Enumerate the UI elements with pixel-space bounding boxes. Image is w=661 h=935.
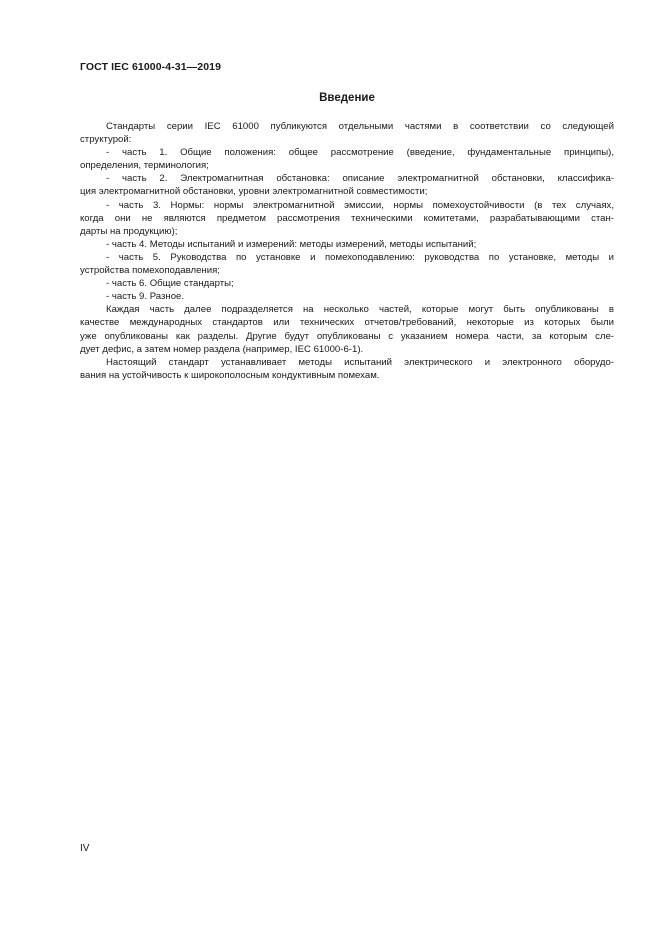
text-line: уже опубликованы как разделы. Другие будут опубликованы с указанием номера части, за которым сле- bbox=[80, 330, 614, 342]
text-line: структурой: bbox=[80, 134, 132, 146]
text-line: - часть 9. Разное. bbox=[106, 291, 185, 303]
text-line: вания на устойчивость к широкополосным кондуктивным помехам. bbox=[80, 369, 380, 381]
text-line: Каждая часть далее подразделяется на несколько частей, которые могут быть опубликованы в bbox=[106, 304, 614, 316]
text-line: Настоящий стандарт устанавливает методы испытаний электрического и электронного оборудо- bbox=[106, 356, 614, 368]
list-item-part-3 bbox=[80, 199, 614, 238]
list-item-part-6 bbox=[80, 277, 614, 290]
text-line: ция электромагнитной обстановки, уровни электромагнитной совместимости; bbox=[80, 186, 428, 198]
paragraph-scope bbox=[80, 356, 614, 382]
text-line: - часть 3. Нормы: нормы электромагнитной эмиссии, нормы помехоустойчивости (в тех случаях, bbox=[106, 199, 614, 211]
list-item-part-5 bbox=[80, 251, 614, 277]
list-item-part-2 bbox=[80, 172, 614, 198]
text-line: - часть 6. Общие стандарты; bbox=[106, 278, 234, 290]
text-line: устройства помехоподавления; bbox=[80, 265, 220, 277]
text-line: - часть 2. Электромагнитная обстановка: описание электромагнитной обстановки, классифика- bbox=[106, 173, 614, 185]
body-text bbox=[80, 120, 614, 382]
text-line: качестве международных стандартов или технических отчетов/требований, некоторые из которых были bbox=[80, 317, 614, 329]
text-line: когда они не являются предметом рассмотрения техническими комитетами, разрабатывающими стан- bbox=[80, 212, 614, 224]
text-line: дует дефис, а затем номер раздела (например, IEC 61000-6-1). bbox=[80, 343, 364, 355]
text-line: Стандарты серии IEC 61000 публикуются отдельными частями в соответствии со следующей bbox=[106, 121, 614, 132]
document-header: ГОСТ IEC 61000-4-31—2019 bbox=[80, 61, 222, 73]
text-line: - часть 5. Руководства по установке и помехоподавлению: руководства по установке, методы и bbox=[106, 251, 614, 263]
list-item-part-4 bbox=[80, 238, 614, 251]
list-item-part-9 bbox=[80, 290, 614, 303]
paragraph-intro bbox=[80, 120, 614, 146]
text-line: - часть 4. Методы испытаний и измерений: методы измерений, методы испытаний; bbox=[106, 238, 477, 250]
page-number: IV bbox=[80, 843, 90, 854]
text-line: - часть 1. Общие положения: общее рассмотрение (введение, фундаментальные принципы), bbox=[106, 147, 614, 159]
section-title: Введение bbox=[319, 92, 375, 104]
text-line: определения, терминология; bbox=[80, 160, 209, 172]
text-line: дарты на продукцию); bbox=[80, 225, 178, 237]
list-item-part-1 bbox=[80, 146, 614, 172]
paragraph-parts-subdivision bbox=[80, 303, 614, 355]
